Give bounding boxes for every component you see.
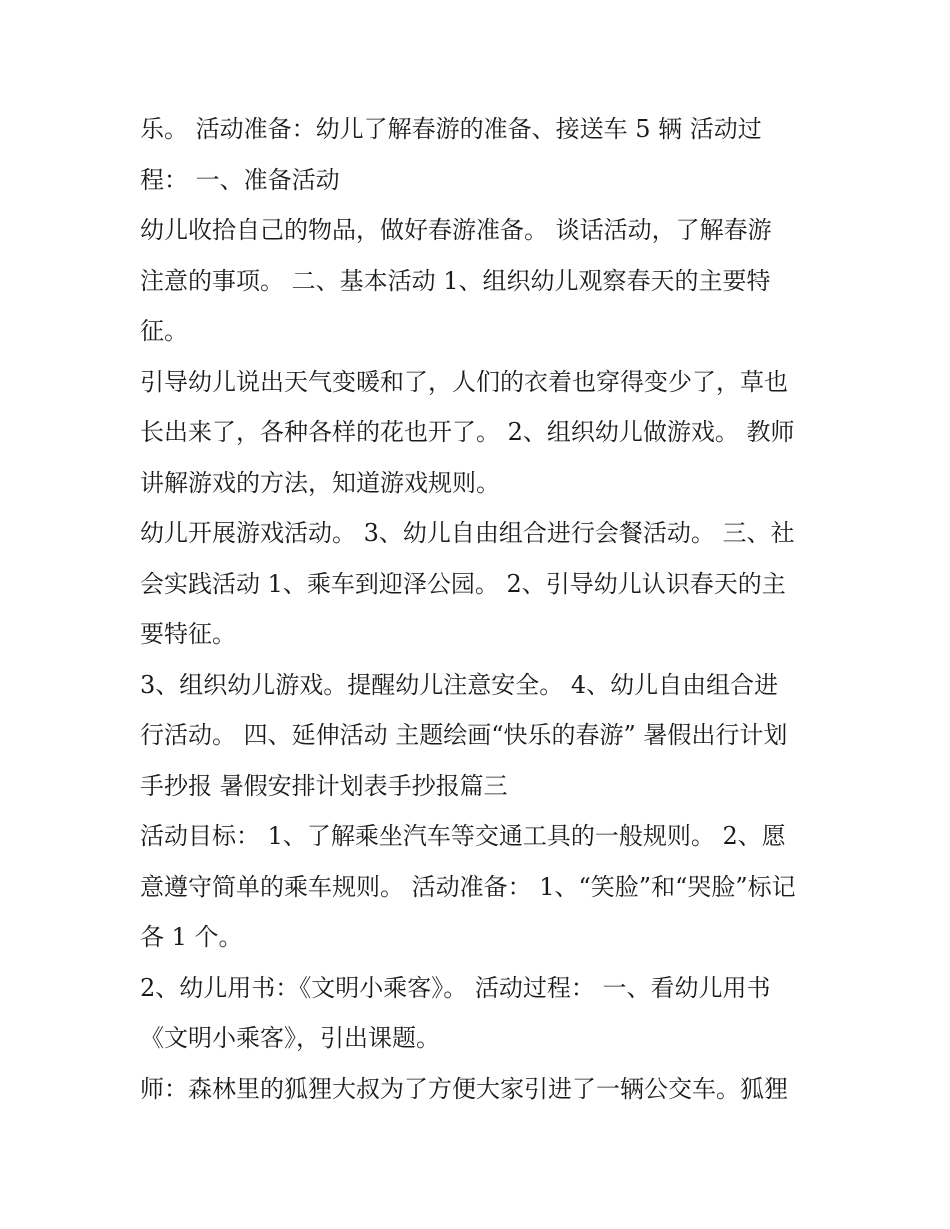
paragraph-6 [140, 811, 820, 963]
paragraph-3 [140, 357, 820, 509]
text-line: 幼儿开展游戏活动。 3、幼儿自由组合进行会餐活动。 三、社 [140, 519, 795, 547]
text-line: 3、组织幼儿游戏。提醒幼儿注意安全。 4、幼儿自由组合进 [140, 670, 779, 699]
text-line: 《文明小乘客》，引出课题。 [140, 1024, 440, 1052]
paragraph-7 [140, 963, 820, 1064]
text-line: 会实践活动 1、乘车到迎泽公园。 2、引导幼儿认识春天的主 [140, 569, 786, 598]
text-line: 长出来了，各种各样的花也开了。 2、组织幼儿做游戏。 教师 [140, 418, 795, 446]
document-body [140, 104, 820, 1114]
text-line: 幼儿收拾自己的物品，做好春游准备。 谈话活动，了解春游 [140, 216, 772, 244]
text-line: 行活动。 四、延伸活动 主题绘画“快乐的春游” 暑假出行计划 [140, 721, 788, 749]
text-line: 要特征。 [140, 620, 236, 648]
text-line: 意遵守简单的乘车规则。 活动准备： 1、“笑脸”和“哭脸”标记 [140, 872, 796, 901]
text-line: 征。 [140, 317, 188, 345]
paragraph-1 [140, 104, 820, 205]
paragraph-2 [140, 205, 820, 357]
text-line: 各 1 个。 [140, 923, 243, 951]
text-line: 乐。 活动准备：幼儿了解春游的准备、接送车 5 辆 活动过 [140, 115, 762, 143]
text-line: 活动目标： 1、了解乘坐汽车等交通工具的一般规则。 2、愿 [140, 822, 786, 850]
text-line: 2、幼儿用书：《文明小乘客》。 活动过程： 一、看幼儿用书 [140, 973, 771, 1002]
paragraph-4 [140, 508, 820, 660]
paragraph-8 [140, 1064, 820, 1115]
text-line: 引导幼儿说出天气变暖和了，人们的衣着也穿得变少了，草也 [140, 367, 788, 396]
paragraph-5 [140, 660, 820, 812]
text-line: 讲解游戏的方法，知道游戏规则。 [140, 468, 500, 497]
text-line: 程： 一、准备活动 [140, 165, 340, 194]
text-line: 师：森林里的狐狸大叔为了方便大家引进了一辆公交车。狐狸 [140, 1074, 788, 1103]
text-line: 注意的事项。 二、基本活动 1、组织幼儿观察春天的主要特 [140, 266, 771, 295]
text-line: 手抄报 暑假安排计划表手抄报篇三 [140, 771, 508, 800]
